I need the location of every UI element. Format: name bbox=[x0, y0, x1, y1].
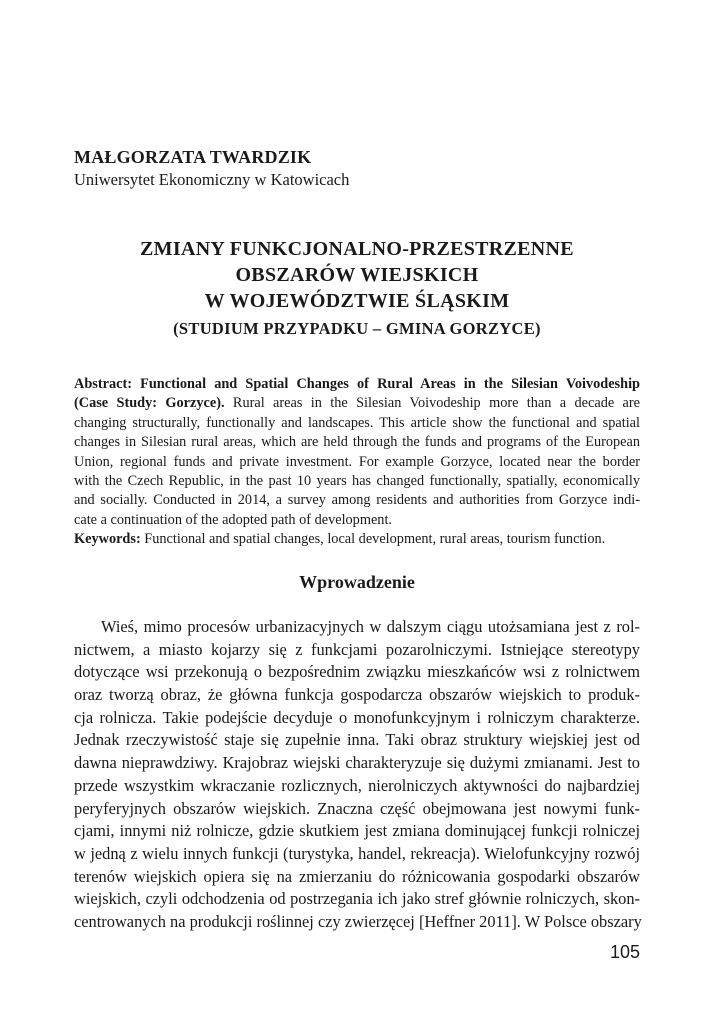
keywords-text: Functional and spatial changes, local development, rural areas, tourism function. bbox=[140, 531, 606, 548]
body-text bbox=[74, 616, 640, 934]
body-line: centrowanych na produkcji roślinnej czy zwierzęcej [Heffner 2011]. W Polsce obszary bbox=[74, 911, 642, 931]
abstract-line: and socially. Conducted in 2014, a survey among residents and authorities from Gorzyce indi- bbox=[74, 492, 640, 509]
abstract-line: changes in Silesian rural areas, which are held through the funds and programs of the European bbox=[74, 434, 640, 451]
section-heading: Wprowadzenie bbox=[299, 572, 415, 592]
title-line: OBSZARÓW WIEJSKICH bbox=[235, 264, 479, 286]
body-line: cja rolnicza. Takie podejście decyduje o monofunkcyjnym i rolniczym charakterze. bbox=[74, 707, 640, 727]
page-number: 105 bbox=[609, 942, 640, 962]
author-block bbox=[74, 145, 644, 191]
title-line: ZMIANY FUNKCJONALNO-PRZESTRZENNE bbox=[140, 238, 574, 260]
keywords-line bbox=[74, 530, 640, 549]
abstract-line bbox=[74, 394, 640, 413]
paper-subtitle: (STUDIUM PRZYPADKU – GMINA GORZYCE) bbox=[173, 319, 541, 338]
body-line: dawna nieprawdziwy. Krajobraz wiejski charakteryzuje się dużymi zmianami. Jest to bbox=[74, 753, 640, 773]
body-line: Jednak rzeczywistość staje się zupełnie inna. Taki obraz struktury wiejskiej jest od bbox=[74, 730, 640, 750]
body-line: peryferyjnych obszarów wiejskich. Znaczna część obejmowana jest nowymi funk- bbox=[74, 798, 640, 818]
abstract-title-line: Abstract: Functional and Spatial Changes of Rural Areas in the Silesian Voivodeship bbox=[74, 376, 640, 392]
paper-title bbox=[74, 236, 640, 340]
abstract bbox=[74, 375, 640, 550]
abstract-line: with the Czech Republic, in the past 10 years has changed functionally, spatially, economically bbox=[74, 472, 640, 489]
body-line: oraz tworzą obraz, że główna funkcja gospodarcza obszarów wiejskich to produk- bbox=[74, 685, 640, 705]
body-line: Wieś, mimo procesów urbanizacyjnych w dalszym ciągu utożsamiana jest z rol- bbox=[101, 617, 640, 636]
body-line: wiejskich, czyli odchodzenia od postrzegania ich jako stref głównie rolniczych, skon- bbox=[74, 889, 640, 909]
abstract-line: changing structurally, functionally and landscapes. This article show the functional and spatial bbox=[74, 414, 640, 431]
abstract-line: cate a continuation of the adopted path of development. bbox=[74, 511, 392, 528]
abstract-case-study-label: (Case Study: Gorzyce). bbox=[74, 395, 225, 412]
body-line: przede wszystkim wkraczanie rozlicznych, nierolniczych aktywności do najbardziej bbox=[74, 775, 640, 795]
abstract-text: Rural areas in the Silesian Voivodeship more than a decade are bbox=[224, 395, 641, 412]
body-line: w jedną z wielu innych funkcji (turystyka, handel, rekreacja). Wielofunkcyjny rozwój bbox=[74, 843, 640, 863]
body-line: nictwem, a miasto kojarzy się z funkcjami pozarolniczymi. Istniejące stereotypy bbox=[74, 639, 640, 659]
body-line: dotyczące wsi przekonują o bezpośrednim związku mieszkańców wsi z rolnictwem bbox=[74, 662, 640, 682]
body-line: cjami, innymi niż rolnicze, gdzie skutkiem jest zmiana dominującej funkcji rolniczej bbox=[74, 821, 640, 841]
author-name: MAŁGORZATA TWARDZIK bbox=[74, 147, 312, 167]
keywords-label: Keywords: bbox=[74, 531, 141, 548]
body-line: terenów wiejskich opiera się na zmierzaniu do różnicowania gospodarki obszarów bbox=[74, 866, 640, 886]
author-affiliation: Uniwersytet Ekonomiczny w Katowicach bbox=[74, 170, 350, 189]
abstract-line: Union, regional funds and private investment. For example Gorzyce, located near the border bbox=[74, 453, 640, 470]
title-line: W WOJEWÓDZTWIE ŚLĄSKIM bbox=[204, 290, 510, 312]
